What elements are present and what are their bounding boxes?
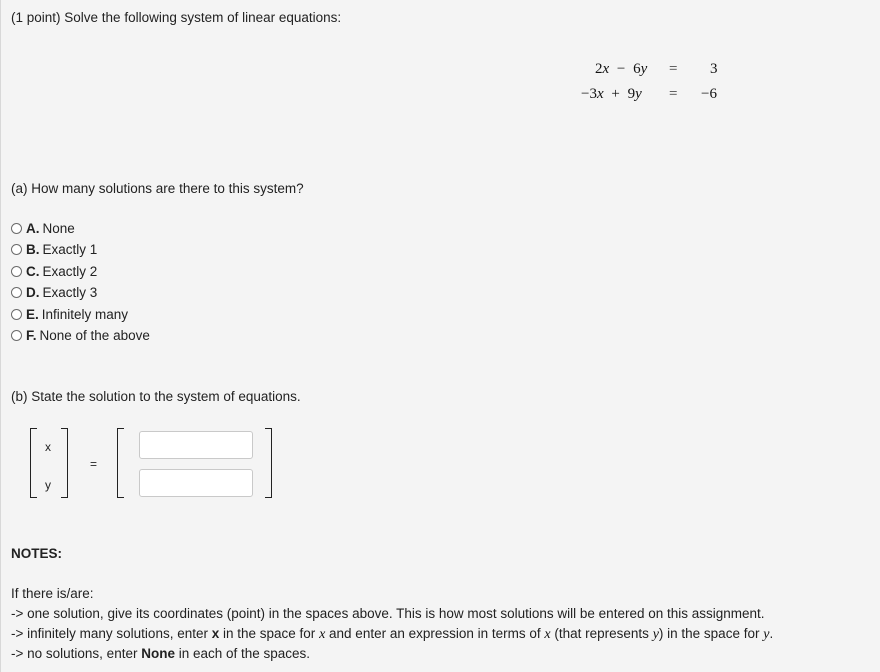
notes-line-one-solution: -> one solution, give its coordinates (point) in the spaces above. This is how most solutions will be entered on this assignment. [11, 606, 765, 621]
part-a-question: (a) How many solutions are there to this system? [11, 181, 304, 196]
answer-x-input[interactable] [139, 431, 253, 459]
notes-text: in the space for [219, 626, 320, 641]
right-bracket-answers [265, 428, 272, 498]
part-b-question: (b) State the solution to the system of equations. [11, 389, 301, 404]
left-bracket-vars [30, 428, 37, 498]
option-label: None of the above [39, 327, 150, 343]
radio-button[interactable] [11, 330, 22, 341]
equation-2-equals: = [669, 86, 678, 102]
option-label: None [42, 220, 75, 236]
radio-button[interactable] [11, 244, 22, 255]
option-label: Exactly 1 [42, 241, 98, 257]
option-letter: C. [26, 263, 40, 279]
variable-x-label: x [45, 440, 51, 454]
option-b[interactable] [11, 240, 97, 258]
eq2-coef-b: 9 [627, 86, 636, 102]
option-a[interactable] [11, 219, 75, 237]
answer-y-input[interactable] [139, 469, 253, 497]
notes-line-no-solutions [11, 646, 310, 661]
eq2-coef-a: −3 [581, 86, 597, 102]
right-bracket-vars [61, 428, 68, 498]
equation-1-lhs [595, 61, 647, 78]
notes-math-y: y [763, 627, 770, 642]
eq1-coef-b: 6 [633, 61, 641, 77]
notes-bold-none: None [141, 646, 175, 661]
notes-text: . [769, 626, 774, 641]
left-bracket-answers [117, 428, 124, 498]
equation-1-rhs: 3 [710, 61, 718, 77]
problem-header: (1 point) Solve the following system of linear equations: [11, 10, 342, 25]
notes-text: -> no solutions, enter [11, 646, 142, 661]
radio-button[interactable] [11, 309, 22, 320]
notes-text: (that represents [550, 626, 653, 641]
option-d[interactable] [11, 283, 97, 301]
eq2-var-x: x [596, 86, 604, 102]
notes-math-x: x [319, 627, 326, 642]
notes-bold-x: x [211, 626, 220, 641]
eq1-operator: − [616, 61, 626, 77]
notes-text: in each of the spaces. [174, 646, 311, 661]
option-e[interactable] [11, 305, 128, 323]
option-c[interactable] [11, 262, 97, 280]
option-f[interactable] [11, 326, 150, 344]
notes-text: ) in the space for [658, 626, 764, 641]
equation-2-lhs [581, 86, 642, 103]
equation-1-equals: = [669, 61, 678, 77]
eq1-var-y: y [640, 61, 648, 77]
radio-button[interactable] [11, 266, 22, 277]
eq2-var-y: y [635, 86, 642, 102]
notes-math-x: x [544, 627, 551, 642]
equation-2-rhs: −6 [701, 86, 717, 102]
option-letter: D. [26, 284, 40, 300]
notes-text: and enter an expression in terms of [325, 626, 545, 641]
option-letter: A. [26, 220, 40, 236]
eq1-coef-a: 2 [595, 61, 603, 77]
option-letter: E. [26, 306, 39, 322]
eq1-var-x: x [602, 61, 610, 77]
variable-y-label: y [45, 478, 51, 492]
eq2-operator: + [611, 86, 620, 102]
equals-sign: = [90, 457, 98, 471]
notes-math-y: y [652, 627, 659, 642]
radio-button[interactable] [11, 223, 22, 234]
radio-button[interactable] [11, 287, 22, 298]
option-label: Exactly 3 [42, 284, 98, 300]
option-letter: B. [26, 241, 40, 257]
notes-text: -> infinitely many solutions, enter [11, 626, 212, 641]
notes-heading: NOTES: [11, 546, 63, 561]
option-label: Exactly 2 [42, 263, 98, 279]
notes-line-infinite-solutions [11, 626, 773, 643]
option-letter: F. [26, 327, 37, 343]
notes-intro: If there is/are: [11, 586, 94, 601]
option-label: Infinitely many [41, 306, 129, 322]
